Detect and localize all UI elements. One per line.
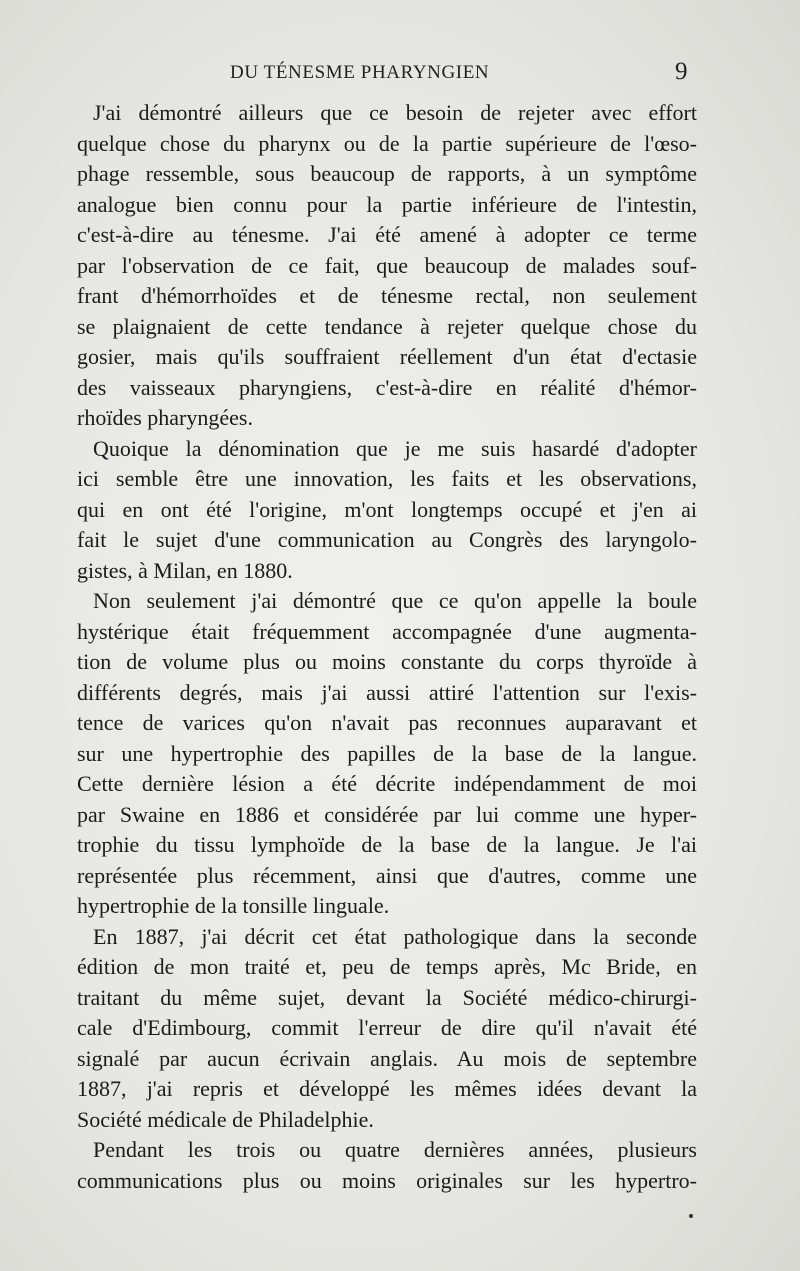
text-line: cale d'Edimbourg, commit l'erreur de dire qu'il n'avait été (77, 1015, 697, 1040)
text-line: gosier, mais qu'ils souffraient réellement d'un état d'ectasie (77, 344, 697, 369)
text-line: par l'observation de ce fait, que beaucoup de malades souf- (77, 252, 697, 278)
text-line: par Swaine en 1886 et considérée par lui comme une hyper- (77, 801, 697, 827)
text-line: Société médicale de Philadelphie. (77, 1106, 374, 1132)
page-header (0, 58, 800, 90)
text-line: gistes, à Milan, en 1880. (77, 557, 293, 583)
text-line: signalé par aucun écrivain anglais. Au mois de septembre (77, 1045, 697, 1071)
text-line: J'ai démontré ailleurs que ce besoin de rejeter avec effort (93, 100, 697, 125)
text-line: frant d'hémorrhoïdes et de ténesme rectal, non seulement (77, 283, 697, 308)
text-line: quelque chose du pharynx ou de la partie supérieure de l'œso- (77, 130, 697, 156)
text-line: 1887, j'ai repris et développé les mêmes idées devant la (77, 1076, 697, 1101)
text-line: édition de mon traité et, peu de temps après, Mc Bride, en (77, 954, 697, 979)
text-line: Quoique la dénomination que je me suis hasardé d'adopter (93, 435, 697, 461)
text-line: se plaignaient de cette tendance à rejeter quelque chose du (77, 313, 697, 339)
text-line: analogue bien connu pour la partie inférieure de l'intestin, (77, 191, 697, 217)
running-title: DU TÉNESME PHARYNGIEN (230, 62, 490, 83)
text-line: c'est-à-dire au ténesme. J'ai été amené à adopter ce terme (77, 222, 697, 247)
text-line: tion de volume plus ou moins constante du corps thyroïde à (77, 649, 697, 674)
text-line: tence de varices qu'on n'avait pas reconnues auparavant et (77, 710, 697, 735)
text-line: hypertrophie de la tonsille linguale. (77, 893, 390, 918)
text-line: En 1887, j'ai décrit cet état pathologique dans la seconde (93, 923, 697, 949)
text-line: représentée plus récemment, ainsi que d'autres, comme une (77, 862, 697, 888)
page-number: 9 (675, 58, 688, 85)
ink-speck (689, 1214, 693, 1218)
text-line: qui en ont été l'origine, m'ont longtemps occupé et j'en ai (77, 496, 697, 522)
text-line: ici semble être une innovation, les faits et les observations, (77, 466, 697, 491)
text-line: Non seulement j'ai démontré que ce qu'on appelle la boule (93, 588, 697, 613)
body-text (77, 98, 697, 1196)
text-line: trophie du tissu lymphoïde de la base de la langue. Je l'ai (77, 832, 697, 857)
text-line: phage ressemble, sous beaucoup de rapports, à un symptôme (77, 161, 697, 186)
text-line: fait le sujet d'une communication au Congrès des laryngolo- (77, 527, 697, 552)
text-line: Cette dernière lésion a été décrite indépendamment de moi (77, 771, 697, 796)
text-line: traitant du même sujet, devant la Société médico-chirurgi- (77, 984, 697, 1010)
text-line: hystérique était fréquemment accompagnée d'une augmenta- (77, 618, 697, 644)
text-line: rhoïdes pharyngées. (77, 405, 253, 430)
text-line: différents degrés, mais j'ai aussi attiré l'attention sur l'exis- (77, 679, 697, 705)
text-line: Pendant les trois ou quatre dernières années, plusieurs (93, 1137, 697, 1162)
text-line: communications plus ou moins originales sur les hypertro- (77, 1167, 697, 1193)
text-line: sur une hypertrophie des papilles de la base de la langue. (77, 740, 697, 766)
text-line: des vaisseaux pharyngiens, c'est-à-dire en réalité d'hémor- (77, 374, 697, 400)
